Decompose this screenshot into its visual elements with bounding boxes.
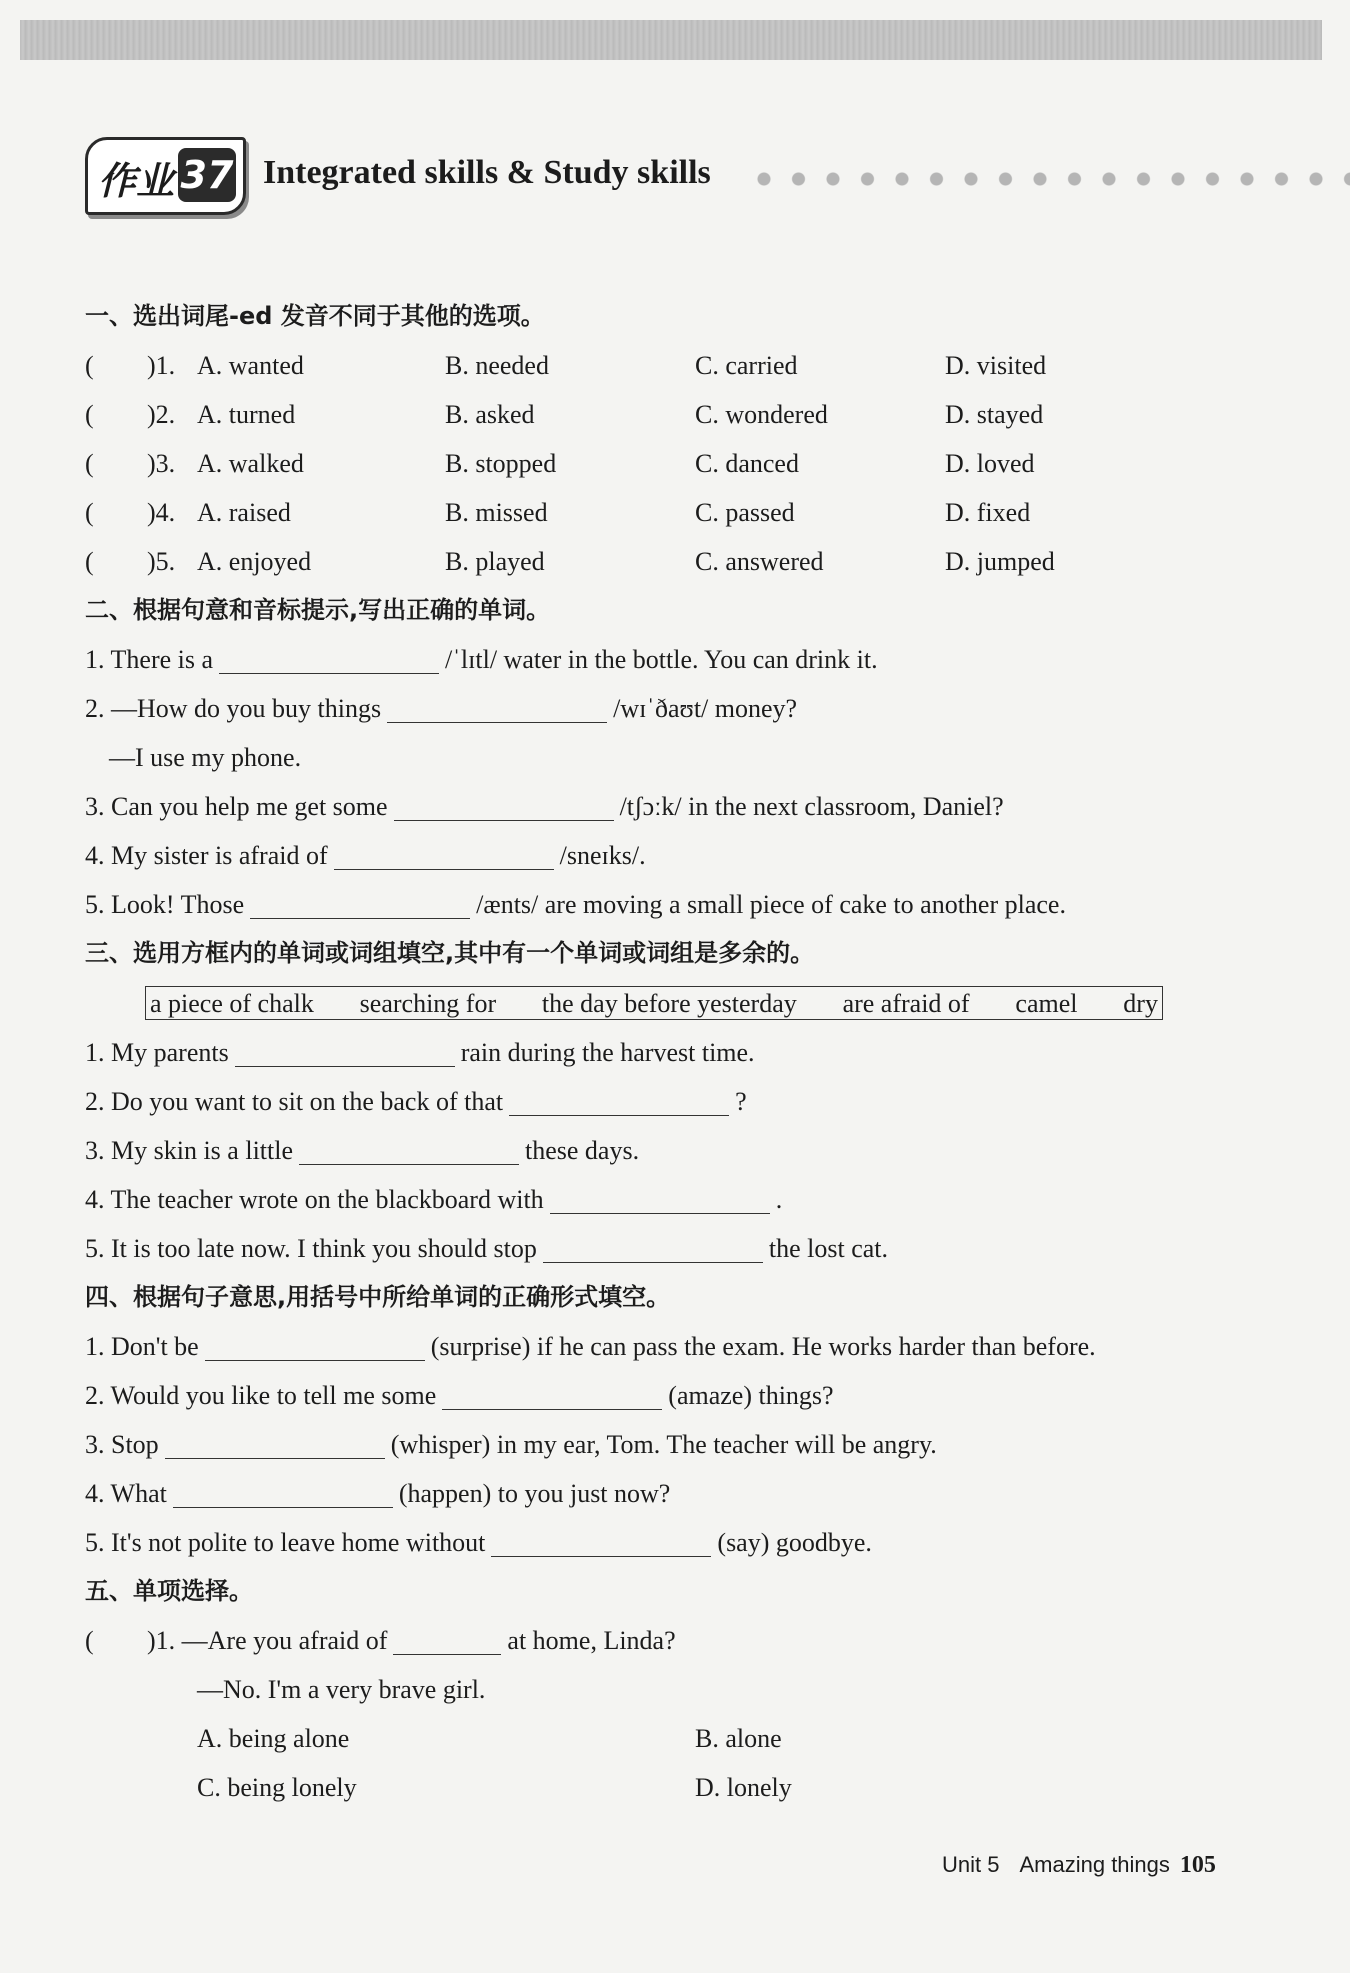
question-text: )1. —Are you afraid of xyxy=(147,1626,388,1655)
answer-paren: ( xyxy=(85,547,94,576)
question-text: 3. Can you help me get some xyxy=(85,792,388,821)
question-text-after: ? xyxy=(735,1087,747,1116)
question-text: 1. Don't be xyxy=(85,1332,199,1361)
question-text: 3. My skin is a little xyxy=(85,1136,293,1165)
question-text: 5. It's not polite to leave home without xyxy=(85,1528,486,1557)
answer-blank[interactable] xyxy=(491,1528,711,1557)
section-1-items xyxy=(85,341,1285,586)
answer-blank[interactable] xyxy=(387,694,607,723)
worksheet-content xyxy=(85,292,1285,1812)
option-d: D. lonely xyxy=(695,1773,792,1802)
word-bank-item: dry xyxy=(1123,989,1158,1018)
reply-line xyxy=(85,1665,1285,1714)
question-text-after: these days. xyxy=(525,1136,640,1165)
question-number: )3. xyxy=(147,449,176,478)
question-number: )5. xyxy=(147,547,176,576)
question-text: 2. Do you want to sit on the back of that xyxy=(85,1087,504,1116)
badge-label: 作业 xyxy=(98,159,175,203)
option-a: A. enjoyed xyxy=(197,547,312,576)
page-footer xyxy=(942,1852,1216,1879)
option-b: B. missed xyxy=(445,498,548,527)
word-bank-item: searching for xyxy=(359,989,497,1018)
question-text-after: at home, Linda? xyxy=(507,1626,676,1655)
question-text: 3. Stop xyxy=(85,1430,159,1459)
question-row xyxy=(85,1616,1285,1665)
question-text: 5. It is too late now. I think you should stop xyxy=(85,1234,537,1263)
answer-blank[interactable] xyxy=(205,1332,425,1361)
question-row xyxy=(85,635,1285,684)
word-bank-item: a piece of chalk xyxy=(150,989,314,1018)
page-number: 105 xyxy=(1179,1852,1216,1878)
options-row xyxy=(85,1763,1285,1812)
question-text: 2. Would you like to tell me some xyxy=(85,1381,437,1410)
unit-label: Unit 5 xyxy=(942,1852,1000,1877)
question-text: 4. What xyxy=(85,1479,167,1508)
word-bank-item: camel xyxy=(1015,989,1078,1018)
question-text-after: (whisper) in my ear, Tom. The teacher will be angry. xyxy=(390,1430,937,1459)
word-bank-item: the day before yesterday xyxy=(541,989,797,1018)
option-c: C. danced xyxy=(695,449,799,478)
answer-blank[interactable] xyxy=(173,1479,393,1508)
question-text: 1. My parents xyxy=(85,1038,229,1067)
answer-blank[interactable] xyxy=(550,1185,770,1214)
option-d: D. visited xyxy=(945,351,1047,380)
section-2-title: 二、根据句意和音标提示,写出正确的单词。 xyxy=(85,596,551,624)
answer-blank[interactable] xyxy=(394,792,614,821)
section-4-title: 四、根据句子意思,用括号中所给单词的正确形式填空。 xyxy=(85,1283,671,1311)
answer-paren: ( xyxy=(85,351,94,380)
option-a: A. raised xyxy=(197,498,291,527)
question-row xyxy=(85,1126,1285,1175)
reply-text: —No. I'm a very brave girl. xyxy=(197,1675,486,1704)
question-text-after: /ˈlɪtl/ water in the bottle. You can drink it. xyxy=(445,645,878,674)
answer-blank[interactable] xyxy=(393,1626,501,1655)
question-text: 1. There is a xyxy=(85,645,214,674)
option-a: A. walked xyxy=(197,449,304,478)
question-text-after: (amaze) things? xyxy=(668,1381,834,1410)
worksheet-header xyxy=(85,132,1350,222)
option-b: B. alone xyxy=(695,1724,782,1753)
options-row xyxy=(85,1714,1285,1763)
answer-blank[interactable] xyxy=(219,645,439,674)
option-c: C. passed xyxy=(695,498,795,527)
question-row xyxy=(85,439,1285,488)
question-text-after: rain during the harvest time. xyxy=(460,1038,755,1067)
question-row xyxy=(85,1469,1285,1518)
option-d: D. loved xyxy=(945,449,1035,478)
option-d: D. jumped xyxy=(945,547,1055,576)
answer-blank[interactable] xyxy=(543,1234,763,1263)
option-b: B. stopped xyxy=(445,449,557,478)
section-1-title: 一、选出词尾-ed 发音不同于其他的选项。 xyxy=(85,302,545,330)
question-row xyxy=(85,537,1285,586)
answer-blank[interactable] xyxy=(299,1136,519,1165)
question-text-after: . xyxy=(775,1185,783,1214)
option-a: A. turned xyxy=(197,400,296,429)
question-row xyxy=(85,390,1285,439)
question-text-after: /sneɪks/. xyxy=(559,841,646,870)
option-d: D. stayed xyxy=(945,400,1044,429)
question-row xyxy=(85,1518,1285,1567)
option-c: C. being lonely xyxy=(197,1773,357,1802)
answer-blank[interactable] xyxy=(442,1381,662,1410)
question-number: )1. xyxy=(147,351,176,380)
option-a: A. being alone xyxy=(197,1724,350,1753)
question-row xyxy=(85,1175,1285,1224)
option-b: B. asked xyxy=(445,400,535,429)
question-row xyxy=(85,488,1285,537)
reply-line xyxy=(85,733,1285,782)
answer-blank[interactable] xyxy=(165,1430,385,1459)
top-scan-strip xyxy=(20,20,1322,60)
question-row xyxy=(85,880,1285,929)
question-row xyxy=(85,1420,1285,1469)
question-row xyxy=(85,1224,1285,1273)
question-text-after: /tʃɔːk/ in the next classroom, Daniel? xyxy=(619,792,1004,821)
dotted-decoration xyxy=(757,172,1350,186)
page-title: Integrated skills & Study skills xyxy=(263,154,711,191)
question-row xyxy=(85,1371,1285,1420)
answer-paren: ( xyxy=(85,400,94,429)
answer-blank[interactable] xyxy=(250,890,470,919)
option-d: D. fixed xyxy=(945,498,1031,527)
answer-paren: ( xyxy=(85,1626,94,1655)
option-c: C. wondered xyxy=(695,400,828,429)
question-number: )4. xyxy=(147,498,176,527)
option-b: B. played xyxy=(445,547,545,576)
answer-blank[interactable] xyxy=(235,1038,455,1067)
unit-title: Amazing things xyxy=(1019,1852,1170,1877)
answer-blank[interactable] xyxy=(509,1087,729,1116)
question-row xyxy=(85,831,1285,880)
answer-paren: ( xyxy=(85,449,94,478)
question-row xyxy=(85,1077,1285,1126)
question-row xyxy=(85,1322,1285,1371)
option-c: C. answered xyxy=(695,547,824,576)
option-c: C. carried xyxy=(695,351,798,380)
reply-text: —I use my phone. xyxy=(109,743,302,772)
homework-badge xyxy=(85,137,246,215)
section-5-title: 五、单项选择。 xyxy=(85,1577,253,1605)
question-row xyxy=(85,1028,1285,1077)
question-text-after: /ænts/ are moving a small piece of cake to another place. xyxy=(476,890,1066,919)
badge-number: 37 xyxy=(178,148,236,202)
question-text-after: (happen) to you just now? xyxy=(398,1479,671,1508)
question-text-after: the lost cat. xyxy=(768,1234,888,1263)
answer-paren: ( xyxy=(85,498,94,527)
word-bank-box xyxy=(145,986,1163,1020)
question-number: )2. xyxy=(147,400,176,429)
question-text: 4. The teacher wrote on the blackboard with xyxy=(85,1185,544,1214)
question-text: 5. Look! Those xyxy=(85,890,245,919)
answer-blank[interactable] xyxy=(334,841,554,870)
word-bank-item: are afraid of xyxy=(842,989,970,1018)
option-a: A. wanted xyxy=(197,351,304,380)
question-text-after: /wɪˈðaʊt/ money? xyxy=(613,694,798,723)
question-row xyxy=(85,684,1285,733)
question-row xyxy=(85,341,1285,390)
option-b: B. needed xyxy=(445,351,549,380)
question-text-after: (surprise) if he can pass the exam. He works harder than before. xyxy=(430,1332,1096,1361)
question-row xyxy=(85,782,1285,831)
section-3-title: 三、选用方框内的单词或词组填空,其中有一个单词或词组是多余的。 xyxy=(85,939,815,967)
question-text: 2. —How do you buy things xyxy=(85,694,382,723)
question-text: 4. My sister is afraid of xyxy=(85,841,328,870)
question-text-after: (say) goodbye. xyxy=(717,1528,872,1557)
